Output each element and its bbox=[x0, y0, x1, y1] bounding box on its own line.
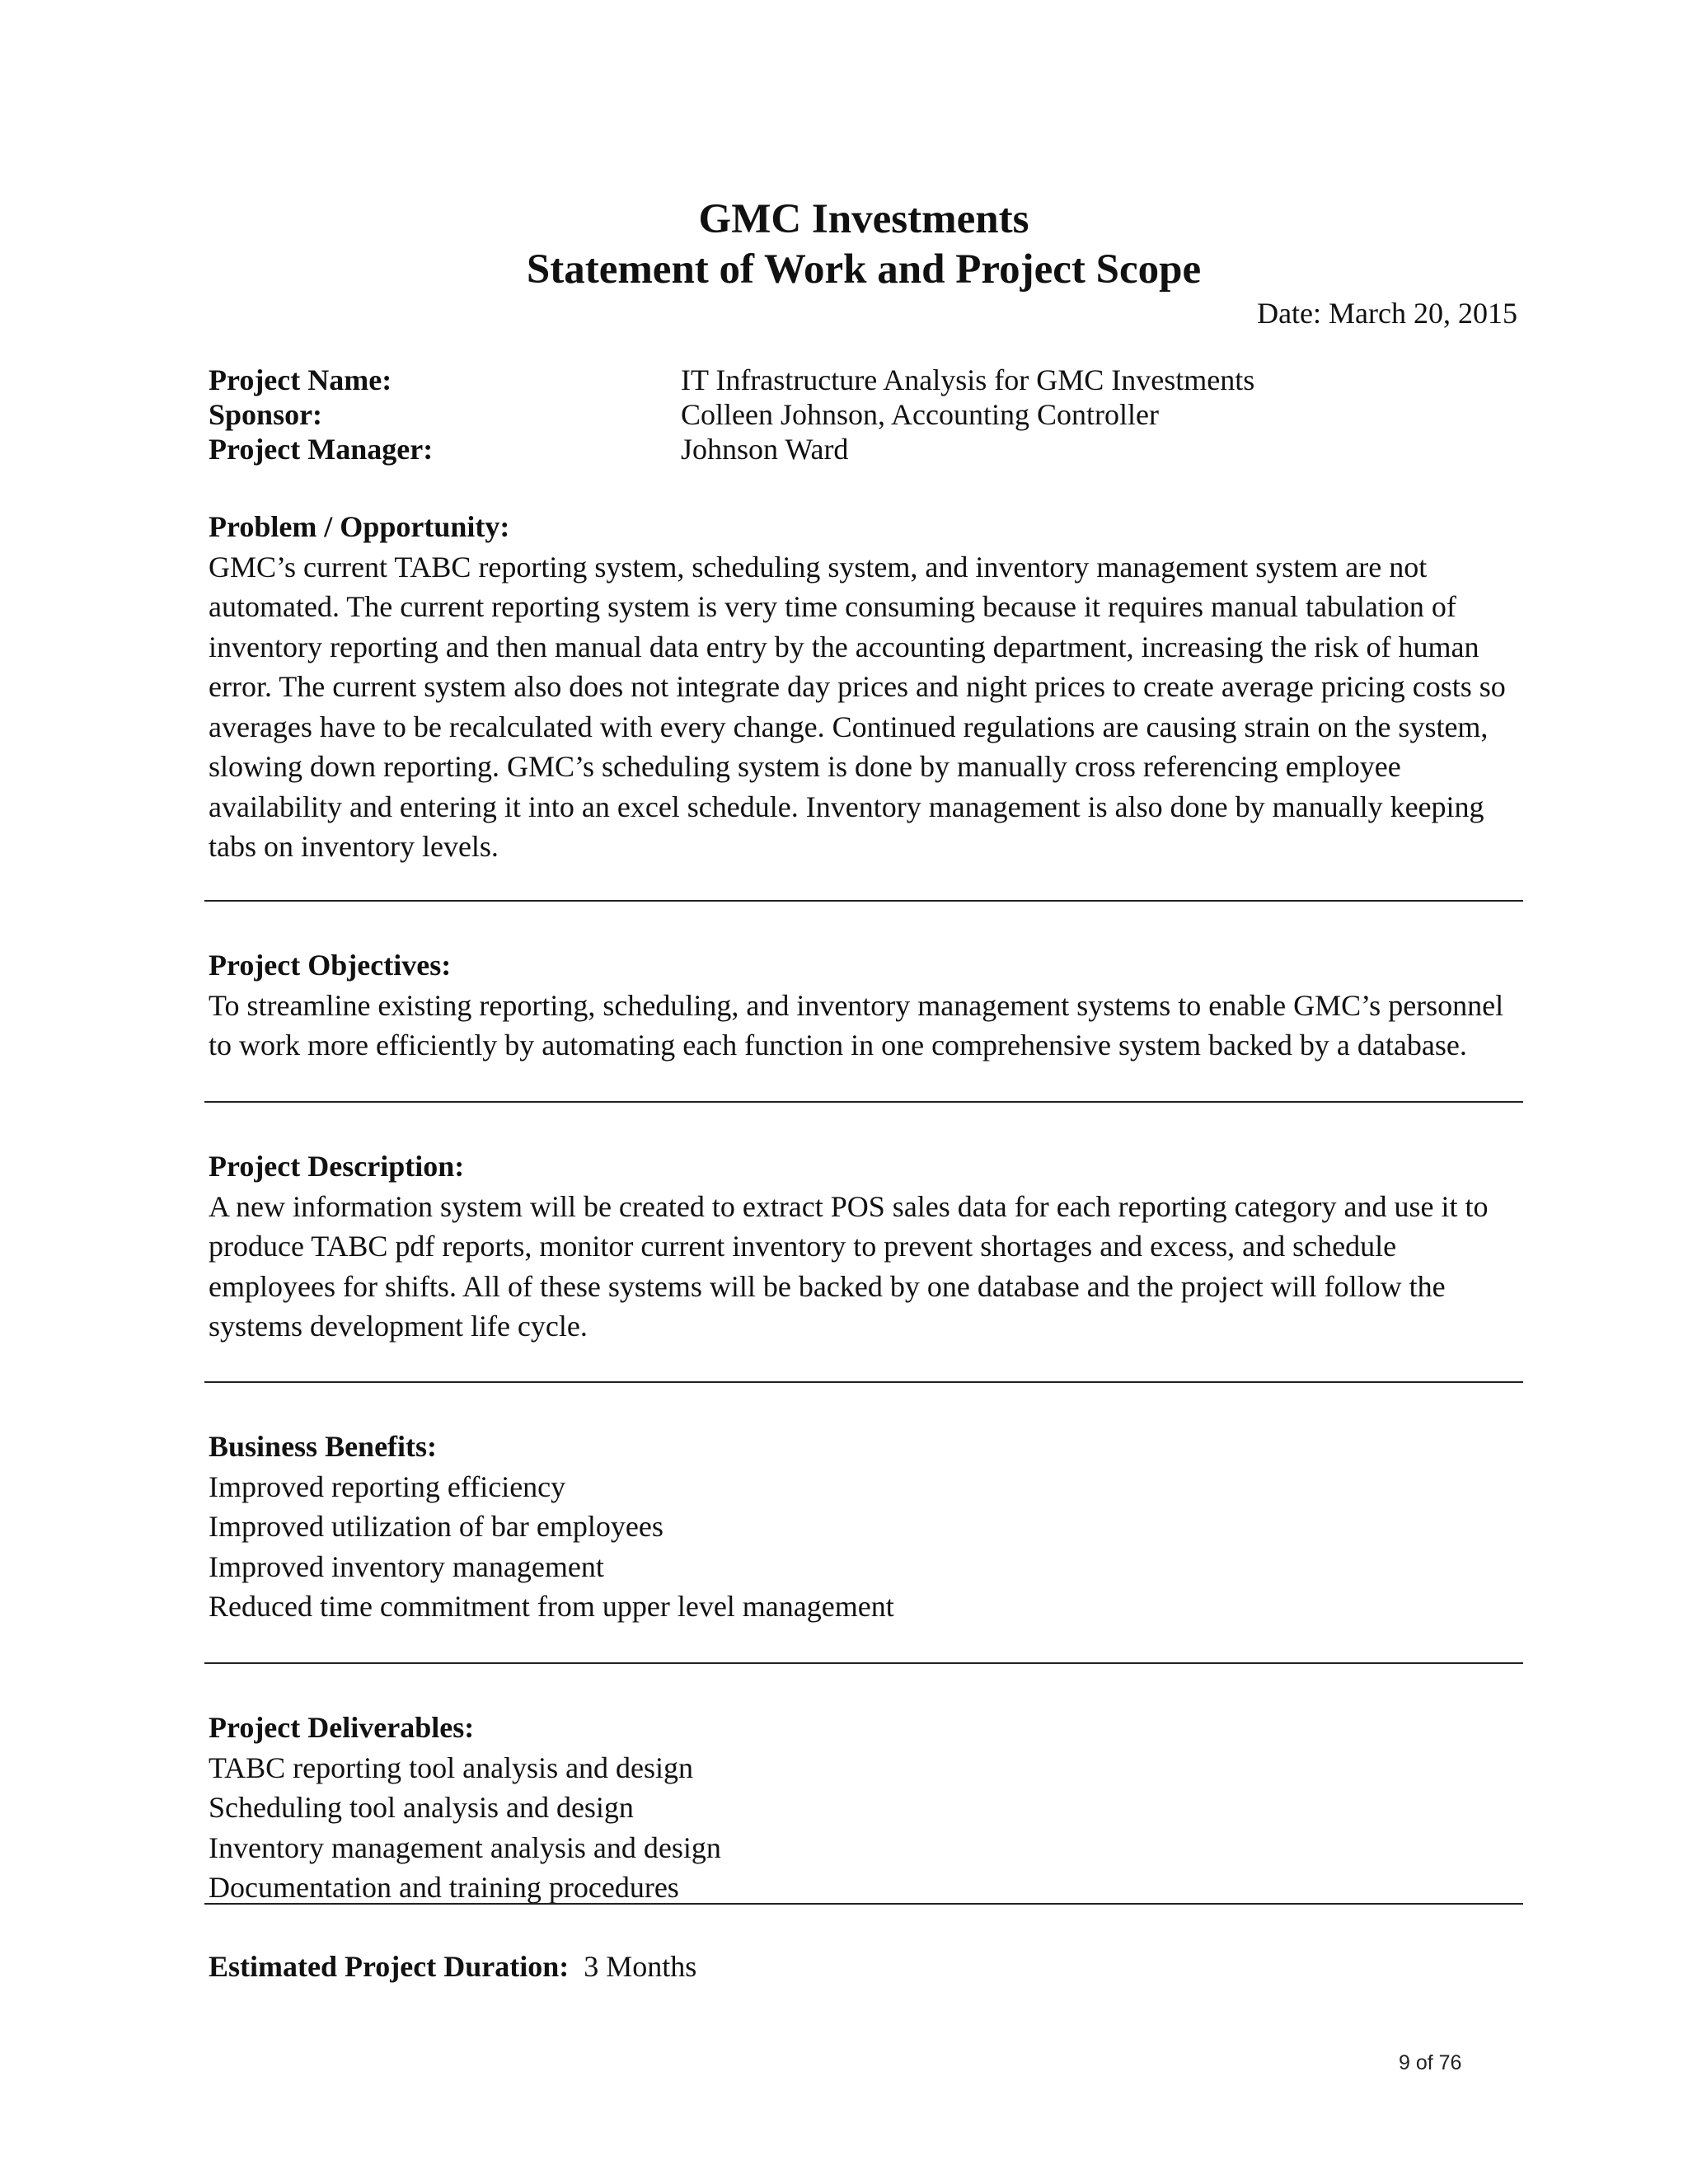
section-heading: Project Description: bbox=[209, 1150, 465, 1183]
title-block bbox=[0, 194, 1688, 295]
section-heading: Business Benefits: bbox=[209, 1430, 438, 1463]
objectives-section bbox=[209, 945, 1527, 1066]
project-meta bbox=[209, 363, 1254, 466]
page-number: 9 of 76 bbox=[1399, 2051, 1462, 2074]
meta-row-sponsor bbox=[209, 397, 1254, 432]
list-item: Improved reporting efficiency bbox=[209, 1469, 566, 1503]
meta-label: Sponsor: bbox=[209, 398, 323, 431]
company-title: GMC Investments bbox=[698, 196, 1029, 242]
section-body: A new information system will be created to extract POS sales data for each reporting category and use it to produce TABC pdf reports, monitor current inventory to prevent shortages and excess, and schedule employees for shifts. All of these systems will be backed by one database and the project will follow the systems development life cycle. bbox=[209, 1189, 1489, 1343]
section-divider bbox=[204, 1101, 1523, 1103]
section-heading: Project Deliverables: bbox=[209, 1711, 475, 1744]
deliverables-section bbox=[209, 1708, 1527, 1908]
meta-row-project-name bbox=[209, 363, 1254, 397]
section-heading: Problem / Opportunity: bbox=[209, 510, 510, 543]
section-divider bbox=[204, 1662, 1523, 1664]
document-date: Date: March 20, 2015 bbox=[1257, 297, 1517, 330]
description-section bbox=[209, 1146, 1527, 1347]
section-body: To streamline existing reporting, scheduling, and inventory management systems to enable GMC’s personnel to work more efficiently by automating each function in one comprehensive system backed by a database. bbox=[209, 988, 1504, 1062]
list-item: Inventory management analysis and design bbox=[209, 1830, 721, 1864]
section-divider bbox=[204, 900, 1523, 902]
meta-row-project-manager bbox=[209, 432, 1254, 466]
list-item: Scheduling tool analysis and design bbox=[209, 1791, 634, 1824]
list-item: Improved utilization of bar employees bbox=[209, 1510, 663, 1543]
meta-label: Project Manager: bbox=[209, 433, 434, 466]
section-body: GMC’s current TABC reporting system, scheduling system, and inventory management system are not automated. The current reporting system is very time consuming because it requires manual tabulation of inventory reporting and then manual data entry by the accounting department, increasing the risk of human error. The current system also does not integrate day prices and night prices to create average pricing costs so averages have to be recalculated with every change. Continued regulations are causing strain on the system, slowing down reporting. GMC’s scheduling system is done by manually cross referencing employee availability and entering it into an excel schedule. Inventory management is also done by manually keeping tabs on inventory levels. bbox=[209, 550, 1506, 863]
duration-value: 3 Months bbox=[584, 1950, 697, 1983]
list-item: Improved inventory management bbox=[209, 1549, 604, 1583]
duration-label: Estimated Project Duration: bbox=[209, 1950, 570, 1983]
meta-value: Johnson Ward bbox=[681, 433, 849, 466]
list-item: Reduced time commitment from upper level management bbox=[209, 1590, 894, 1623]
project-duration bbox=[209, 1947, 696, 1986]
meta-label: Project Name: bbox=[209, 363, 392, 396]
benefits-section bbox=[209, 1427, 1527, 1627]
list-item: TABC reporting tool analysis and design bbox=[209, 1750, 694, 1784]
section-heading: Project Objectives: bbox=[209, 949, 452, 982]
document-title: Statement of Work and Project Scope bbox=[526, 246, 1202, 293]
meta-value: Colleen Johnson, Accounting Controller bbox=[681, 398, 1159, 431]
section-divider bbox=[204, 1381, 1523, 1383]
list-item: Documentation and training procedures bbox=[209, 1871, 679, 1904]
meta-value: IT Infrastructure Analysis for GMC Investments bbox=[681, 363, 1255, 396]
section-divider bbox=[204, 1903, 1523, 1905]
problem-section bbox=[209, 507, 1527, 867]
